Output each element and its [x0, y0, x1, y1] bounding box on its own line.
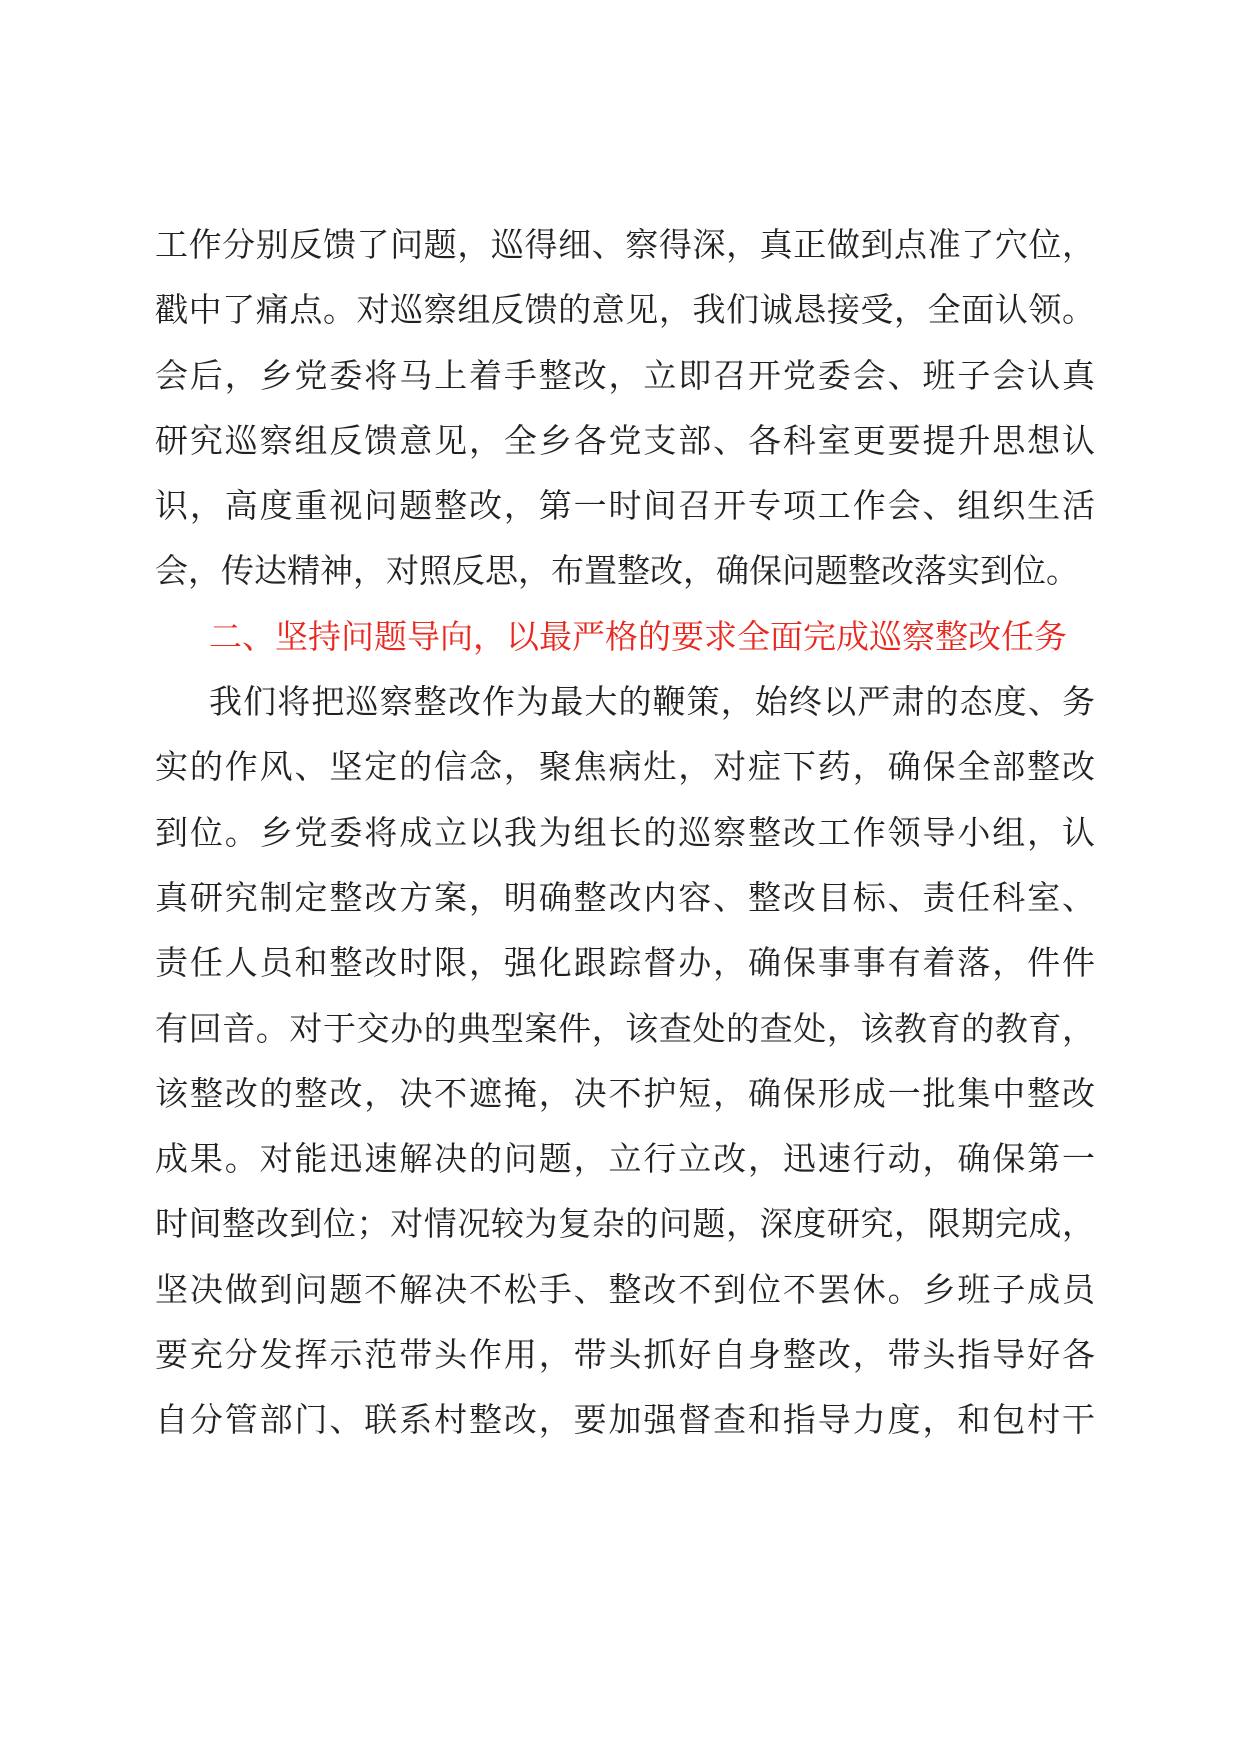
body-line: 真研究制定整改方案，明确整改内容、整改目标、责任科室、 [155, 877, 1095, 917]
body-line: 识，高度重视问题整改，第一时间召开专项工作会、组织生活 [155, 486, 1095, 526]
body-line: 会，传达精神，对照反思，布置整改，确保问题整改落实到位。 [155, 551, 1079, 591]
body-line: 时间整改到位；对情况较为复杂的问题，深度研究，限期完成， [155, 1204, 1095, 1244]
body-line: 该整改的整改，决不遮掩，决不护短，确保形成一批集中整改 [155, 1073, 1095, 1113]
body-line: 责任人员和整改时限，强化跟踪督办，确保事事有着落，件件 [155, 943, 1095, 983]
section-heading: 二、坚持问题导向，以最严格的要求全面完成巡察整改任务 [209, 616, 1067, 656]
body-line: 成果。对能迅速解决的问题，立行立改，迅速行动，确保第一 [155, 1139, 1095, 1179]
body-line: 到位。乡党委将成立以我为组长的巡察整改工作领导小组，认 [155, 812, 1095, 852]
body-line: 实的作风、坚定的信念，聚焦病灶，对症下药，确保全部整改 [155, 747, 1095, 787]
body-line: 要充分发挥示范带头作用，带头抓好自身整改，带头指导好各 [155, 1335, 1095, 1375]
document-body [155, 212, 1095, 1453]
body-line: 自分管部门、联系村整改，要加强督查和指导力度，和包村干 [155, 1400, 1095, 1440]
paragraph-first-line: 我们将把巡察整改作为最大的鞭策，始终以严肃的态度、务 [209, 682, 1095, 722]
body-line: 坚决做到问题不解决不松手、整改不到位不罢休。乡班子成员 [155, 1269, 1095, 1309]
body-line: 戳中了痛点。对巡察组反馈的意见，我们诚恳接受，全面认领。 [155, 290, 1095, 330]
body-line: 会后，乡党委将马上着手整改，立即召开党委会、班子会认真 [155, 355, 1095, 395]
body-line: 研究巡察组反馈意见，全乡各党支部、各科室更要提升思想认 [155, 420, 1095, 460]
body-line: 有回音。对于交办的典型案件，该查处的查处，该教育的教育， [155, 1008, 1095, 1048]
body-line: 工作分别反馈了问题，巡得细、察得深，真正做到点准了穴位， [155, 225, 1095, 264]
